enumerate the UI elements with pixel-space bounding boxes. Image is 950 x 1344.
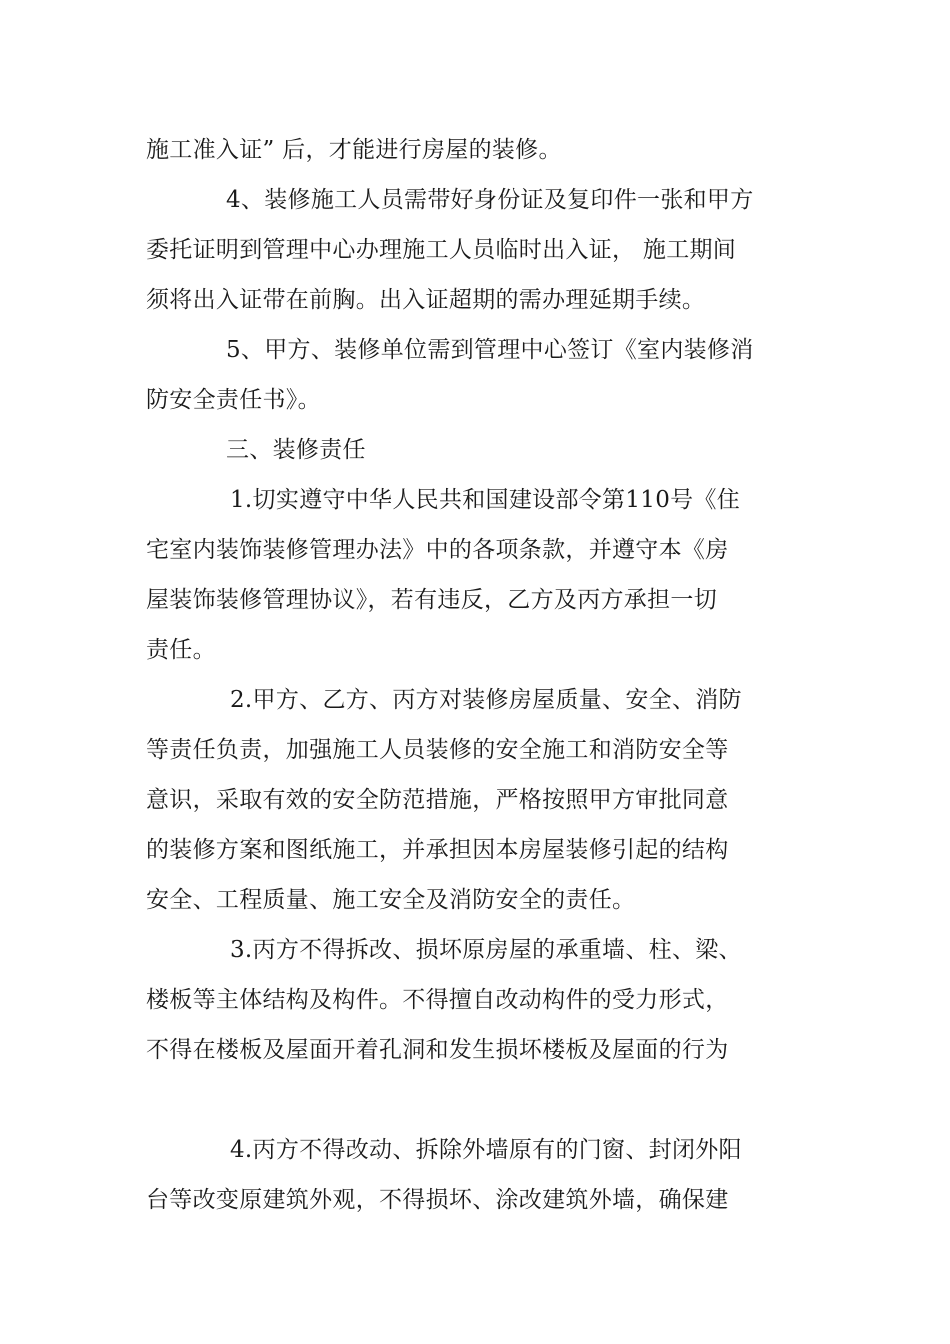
paragraph-line: 施工准入证” 后，才能进行房屋的装修。 (146, 137, 562, 163)
paragraph-line: 4、装修施工人员需带好身份证及复印件一张和甲方 (226, 187, 754, 213)
paragraph-line: 防安全责任书》。 (146, 387, 321, 413)
paragraph-line: 委托证明到管理中心办理施工人员临时出入证， 施工期间 (146, 237, 737, 263)
paragraph-line: 台等改变原建筑外观，不得损坏、涂改建筑外墙，确保建 (146, 1187, 729, 1213)
paragraph-line: 安全、工程质量、施工安全及消防安全的责任。 (146, 887, 636, 913)
paragraph-line: 楼板等主体结构及构件。不得擅自改动构件的受力形式， (146, 987, 729, 1013)
paragraph-line: 4.丙方不得改动、拆除外墙原有的门窗、封闭外阳 (230, 1137, 742, 1163)
paragraph-line: 不得在楼板及屋面开着孔洞和发生损坏楼板及屋面的行为 (146, 1037, 729, 1063)
paragraph-line: 1.切实遵守中华人民共和国建设部令第110号《住 (230, 487, 741, 513)
section-heading: 三、装修责任 (226, 437, 366, 463)
paragraph-line: 等责任负责，加强施工人员装修的安全施工和消防安全等 (146, 737, 729, 763)
paragraph-line: 2.甲方、乙方、丙方对装修房屋质量、安全、消防 (230, 687, 742, 713)
paragraph-line: 的装修方案和图纸施工，并承担因本房屋装修引起的结构 (146, 837, 729, 863)
paragraph-line: 3.丙方不得拆改、损坏原房屋的承重墙、柱、梁、 (230, 937, 742, 963)
paragraph-line: 意识，采取有效的安全防范措施，严格按照甲方审批同意 (146, 787, 729, 813)
paragraph-line: 5、甲方、装修单位需到管理中心签订《室内装修消 (226, 337, 754, 363)
paragraph-line: 责任。 (146, 637, 216, 663)
paragraph-line: 须将出入证带在前胸。出入证超期的需办理延期手续。 (146, 287, 706, 313)
paragraph-line: 宅室内装饰装修管理办法》中的各项条款，并遵守本《房 (146, 537, 729, 563)
paragraph-line: 屋装饰装修管理协议》，若有违反，乙方及丙方承担一切 (146, 587, 717, 613)
